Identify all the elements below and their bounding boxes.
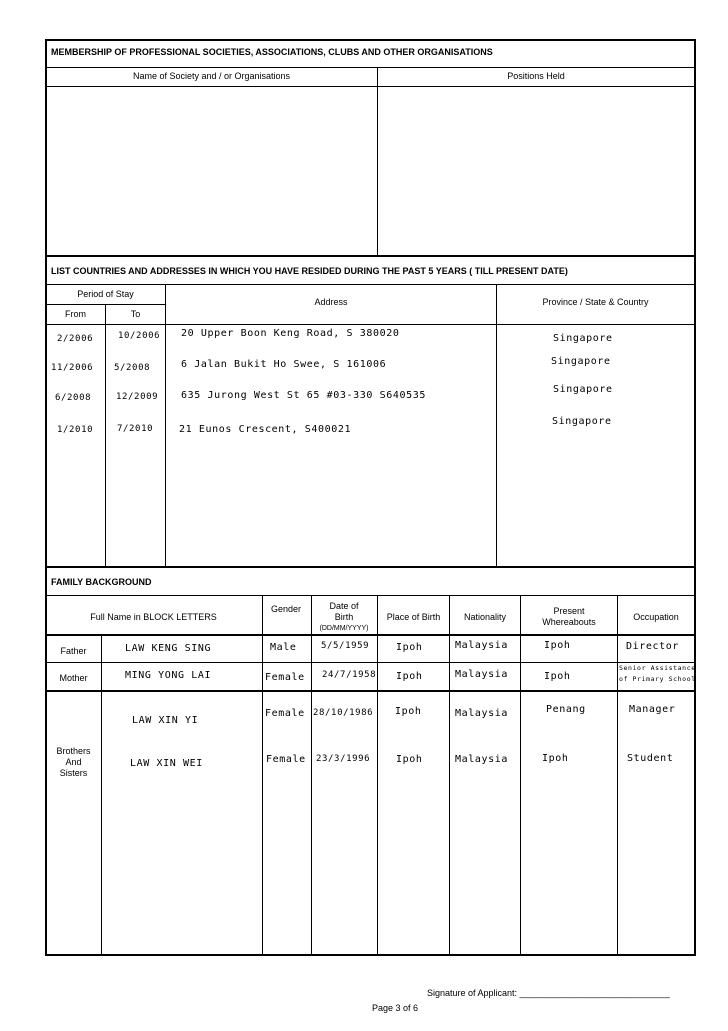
signature-line: Signature of Applicant: ______________________________ <box>427 988 670 998</box>
sibling-nationality: Malaysia <box>455 708 508 719</box>
mother-whereabouts: Ipoh <box>544 671 571 682</box>
sibling-nationality: Malaysia <box>455 754 508 765</box>
residence-country: Singapore <box>552 416 612 427</box>
sibling-name: LAW XIN WEI <box>130 758 203 769</box>
mother-nationality: Malaysia <box>455 669 508 680</box>
residence-from-label: From <box>65 309 86 319</box>
father-nationality: Malaysia <box>455 640 508 651</box>
page-number: Page 3 of 6 <box>372 1003 419 1013</box>
membership-col-positions: Positions Held <box>507 71 565 81</box>
father-occupation: Director <box>626 641 679 652</box>
residence-address: 635 Jurong West St 65 #03-330 S640535 <box>181 390 426 401</box>
residence-to: 12/2009 <box>116 392 159 402</box>
residence-to: 7/2010 <box>117 424 154 434</box>
father-dob: 5/5/1959 <box>321 641 370 651</box>
mother-dob: 24/7/1958 <box>322 670 377 680</box>
family-col-occupation: Occupation <box>633 612 679 622</box>
residence-country: Singapore <box>553 333 613 344</box>
sibling-occupation: Student <box>627 753 674 764</box>
sibling-pob: Ipoh <box>396 754 423 765</box>
father-name: LAW KENG SING <box>125 643 212 654</box>
mother-gender: Female <box>265 672 305 683</box>
membership-col-name: Name of Society and / or Organisations <box>132 71 291 81</box>
sibling-dob: 23/3/1996 <box>316 754 371 764</box>
residence-address-label: Address <box>314 297 348 307</box>
residence-title: LIST COUNTRIES AND ADDRESSES IN WHICH YOU HAVE RESIDED DURING THE PAST 5 YEARS ( TILL PRESENT DATE) <box>51 266 568 276</box>
family-col-fullname: Full Name in BLOCK LETTERS <box>90 612 217 622</box>
family-title: FAMILY BACKGROUND <box>51 577 152 587</box>
father-pob: Ipoh <box>396 642 423 653</box>
residence-country: Singapore <box>551 356 611 367</box>
membership-title: MEMBERSHIP OF PROFESSIONAL SOCIETIES, ASSOCIATIONS, CLUBS AND OTHER ORGANISATIONS <box>51 47 493 57</box>
father-label: Father <box>60 646 87 656</box>
mother-occupation-line2: of Primary School <box>619 675 696 683</box>
residence-period-label: Period of Stay <box>77 289 134 299</box>
family-col-dob: Date of Birth <box>329 601 359 622</box>
father-whereabouts: Ipoh <box>544 640 571 651</box>
sibling-gender: Female <box>265 708 305 719</box>
residence-from: 6/2008 <box>55 393 92 403</box>
residence-from: 1/2010 <box>57 425 94 435</box>
sibling-pob: Ipoh <box>395 706 422 717</box>
sibling-occupation: Manager <box>629 704 676 715</box>
mother-pob: Ipoh <box>396 671 423 682</box>
sibling-name: LAW XIN YI <box>132 715 199 726</box>
family-col-nationality: Nationality <box>463 612 507 622</box>
family-col-pob: Place of Birth <box>386 612 441 622</box>
siblings-label: Brothers And Sisters <box>56 746 91 778</box>
father-gender: Male <box>270 642 297 653</box>
family-col-whereabouts: Present Whereabouts <box>542 606 596 627</box>
residence-to: 5/2008 <box>114 363 151 373</box>
sibling-whereabouts: Ipoh <box>542 753 569 764</box>
residence-province-label: Province / State & Country <box>542 297 649 307</box>
residence-to-label: To <box>130 309 141 319</box>
residence-address: 20 Upper Boon Keng Road, S 380020 <box>181 328 400 339</box>
residence-from: 11/2006 <box>51 363 94 373</box>
mother-label: Mother <box>59 673 88 683</box>
mother-name: MING YONG LAI <box>125 670 212 681</box>
mother-occupation-line1: Senior Assistance <box>619 664 696 672</box>
sibling-gender: Female <box>266 754 306 765</box>
residence-country: Singapore <box>553 384 613 395</box>
family-col-gender: Gender <box>270 604 302 614</box>
residence-address: 6 Jalan Bukit Ho Swee, S 161006 <box>181 359 387 370</box>
sibling-whereabouts: Penang <box>546 704 586 715</box>
sibling-dob: 28/10/1986 <box>313 708 374 718</box>
residence-address: 21 Eunos Crescent, S400021 <box>179 424 352 435</box>
residence-from: 2/2006 <box>57 334 94 344</box>
family-col-dob-format: (DD/MM/YYYY) <box>319 625 369 632</box>
residence-to: 10/2006 <box>118 331 161 341</box>
